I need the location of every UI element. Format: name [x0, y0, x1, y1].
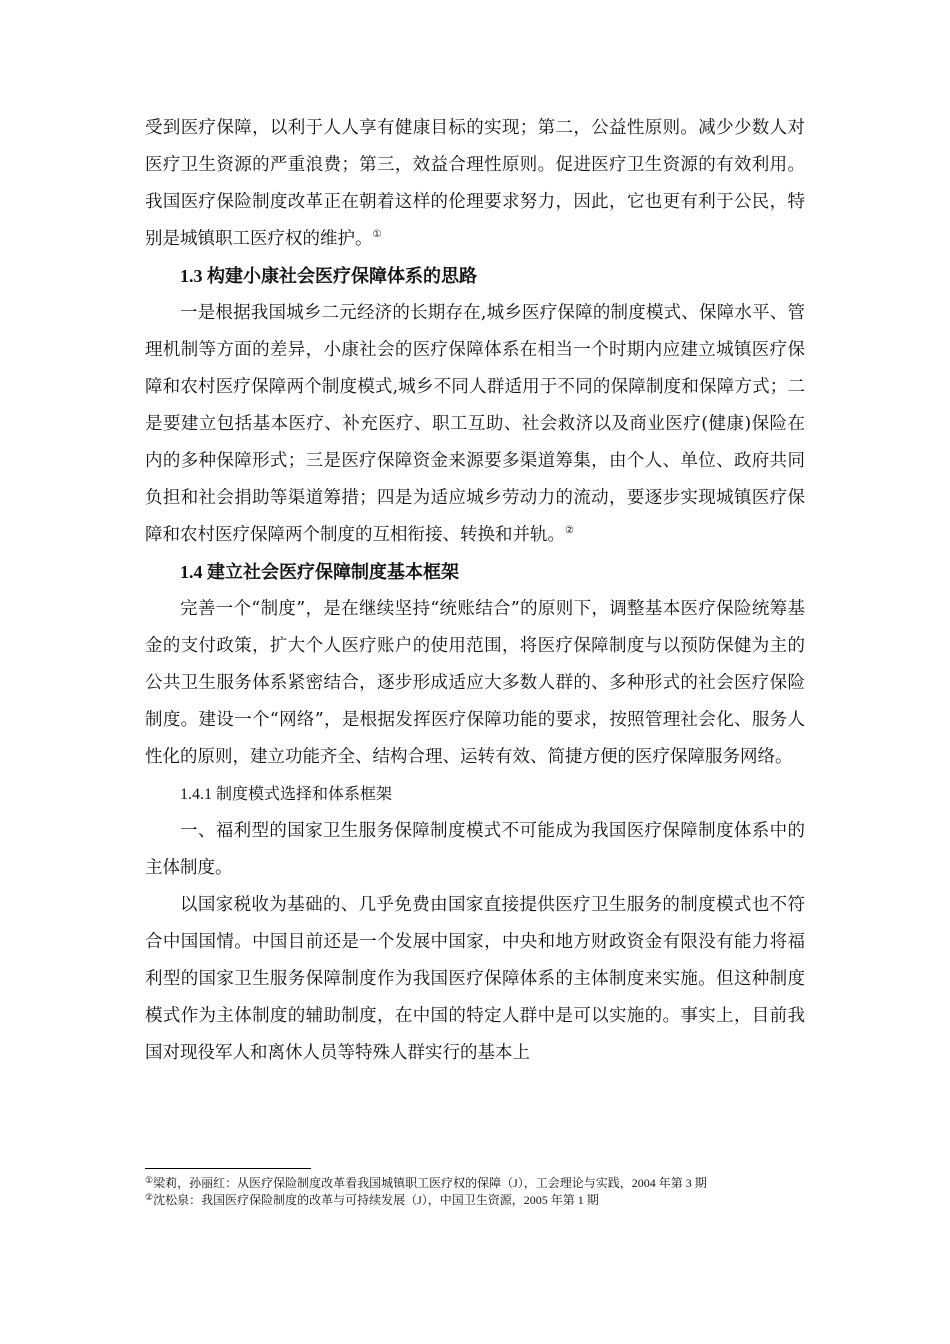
paragraph: 一、福利型的国家卫生服务保障制度模式不可能成为我国医疗保障制度体系中的主体制度。 [145, 821, 805, 878]
section-heading: 1.4 建立社会医疗保障制度基本框架 [180, 562, 459, 582]
section-heading: 1.3 构建小康社会医疗保障体系的思路 [180, 266, 477, 286]
paragraph: 完善一个“制度”，是在继续坚持“统账结合”的原则下，调整基本医疗保险统筹基金的支付政策，扩大个人医疗账户的使用范围，将医疗保障制度与以预防保健为主的公共卫生服务体系紧密结合，逐步形成适应大多数人群的、多种形式的社会医疗保险制度。建设一个“网络”，是根据发挥医疗保障功能的要求，按照管理社会化、服务人性化的原则，建立功能齐全、结构合理、运转有效、简捷方便的医疗保障服务网络。 [145, 599, 805, 767]
body-text [145, 110, 805, 1072]
footnotes [145, 1175, 810, 1209]
footnote-ref: ② [565, 525, 574, 536]
footnote: ①梁莉，孙丽红：从医疗保险制度改革看我国城镇职工医疗权的保障（J），工会理论与实践，2004 年第 3 期 [145, 1175, 707, 1190]
footnote-divider [145, 1168, 311, 1169]
paragraph: 一是根据我国城乡二元经济的长期存在,城乡医疗保障的制度模式、保障水平、管理机制等方面的差异，小康社会的医疗保障体系在相当一个时期内应建立城镇医疗保障和农村医疗保障两个制度模式,城乡不同人群适用于不同的保障制度和保障方式；二是要建立包括基本医疗、补充医疗、职工互助、社会救济以及商业医疗(健康)保险在内的多种保障形式；三是医疗保障资金来源要多渠道筹集，由个人、单位、政府共同负担和社会捐助等渠道筹措；四是为适应城乡劳动力的流动，要逐步实现城镇医疗保障和农村医疗保障两个制度的互相衔接、转换和并轨。② [145, 303, 805, 545]
paragraph: 受到医疗保障，以利于人人享有健康目标的实现；第二，公益性原则。减少少数人对医疗卫生资源的严重浪费；第三，效益合理性原则。促进医疗卫生资源的有效利用。我国医疗保险制度改革正在朝着这样的伦理要求努力，因此，它也更有利于公民，特别是城镇职工医疗权的维护。① [145, 118, 805, 249]
subsection-heading: 1.4.1 制度模式选择和体系框架 [180, 786, 393, 803]
paragraph: 以国家税收为基础的、几乎免费由国家直接提供医疗卫生服务的制度模式也不符合中国国情。中国目前还是一个发展中国家，中央和地方财政资金有限没有能力将福利型的国家卫生服务保障制度作为我国医疗保障体系的主体制度来实施。但这种制度模式作为主体制度的辅助制度，在中国的特定人群中是可以实施的。事实上，目前我国对现役军人和离休人员等特殊人群实行的基本上 [145, 895, 805, 1063]
footnote: ②沈松泉：我国医疗保险制度的改革与可持续发展（J），中国卫生资源，2005 年第 1 期 [145, 1192, 599, 1207]
footnote-ref: ① [372, 229, 382, 240]
